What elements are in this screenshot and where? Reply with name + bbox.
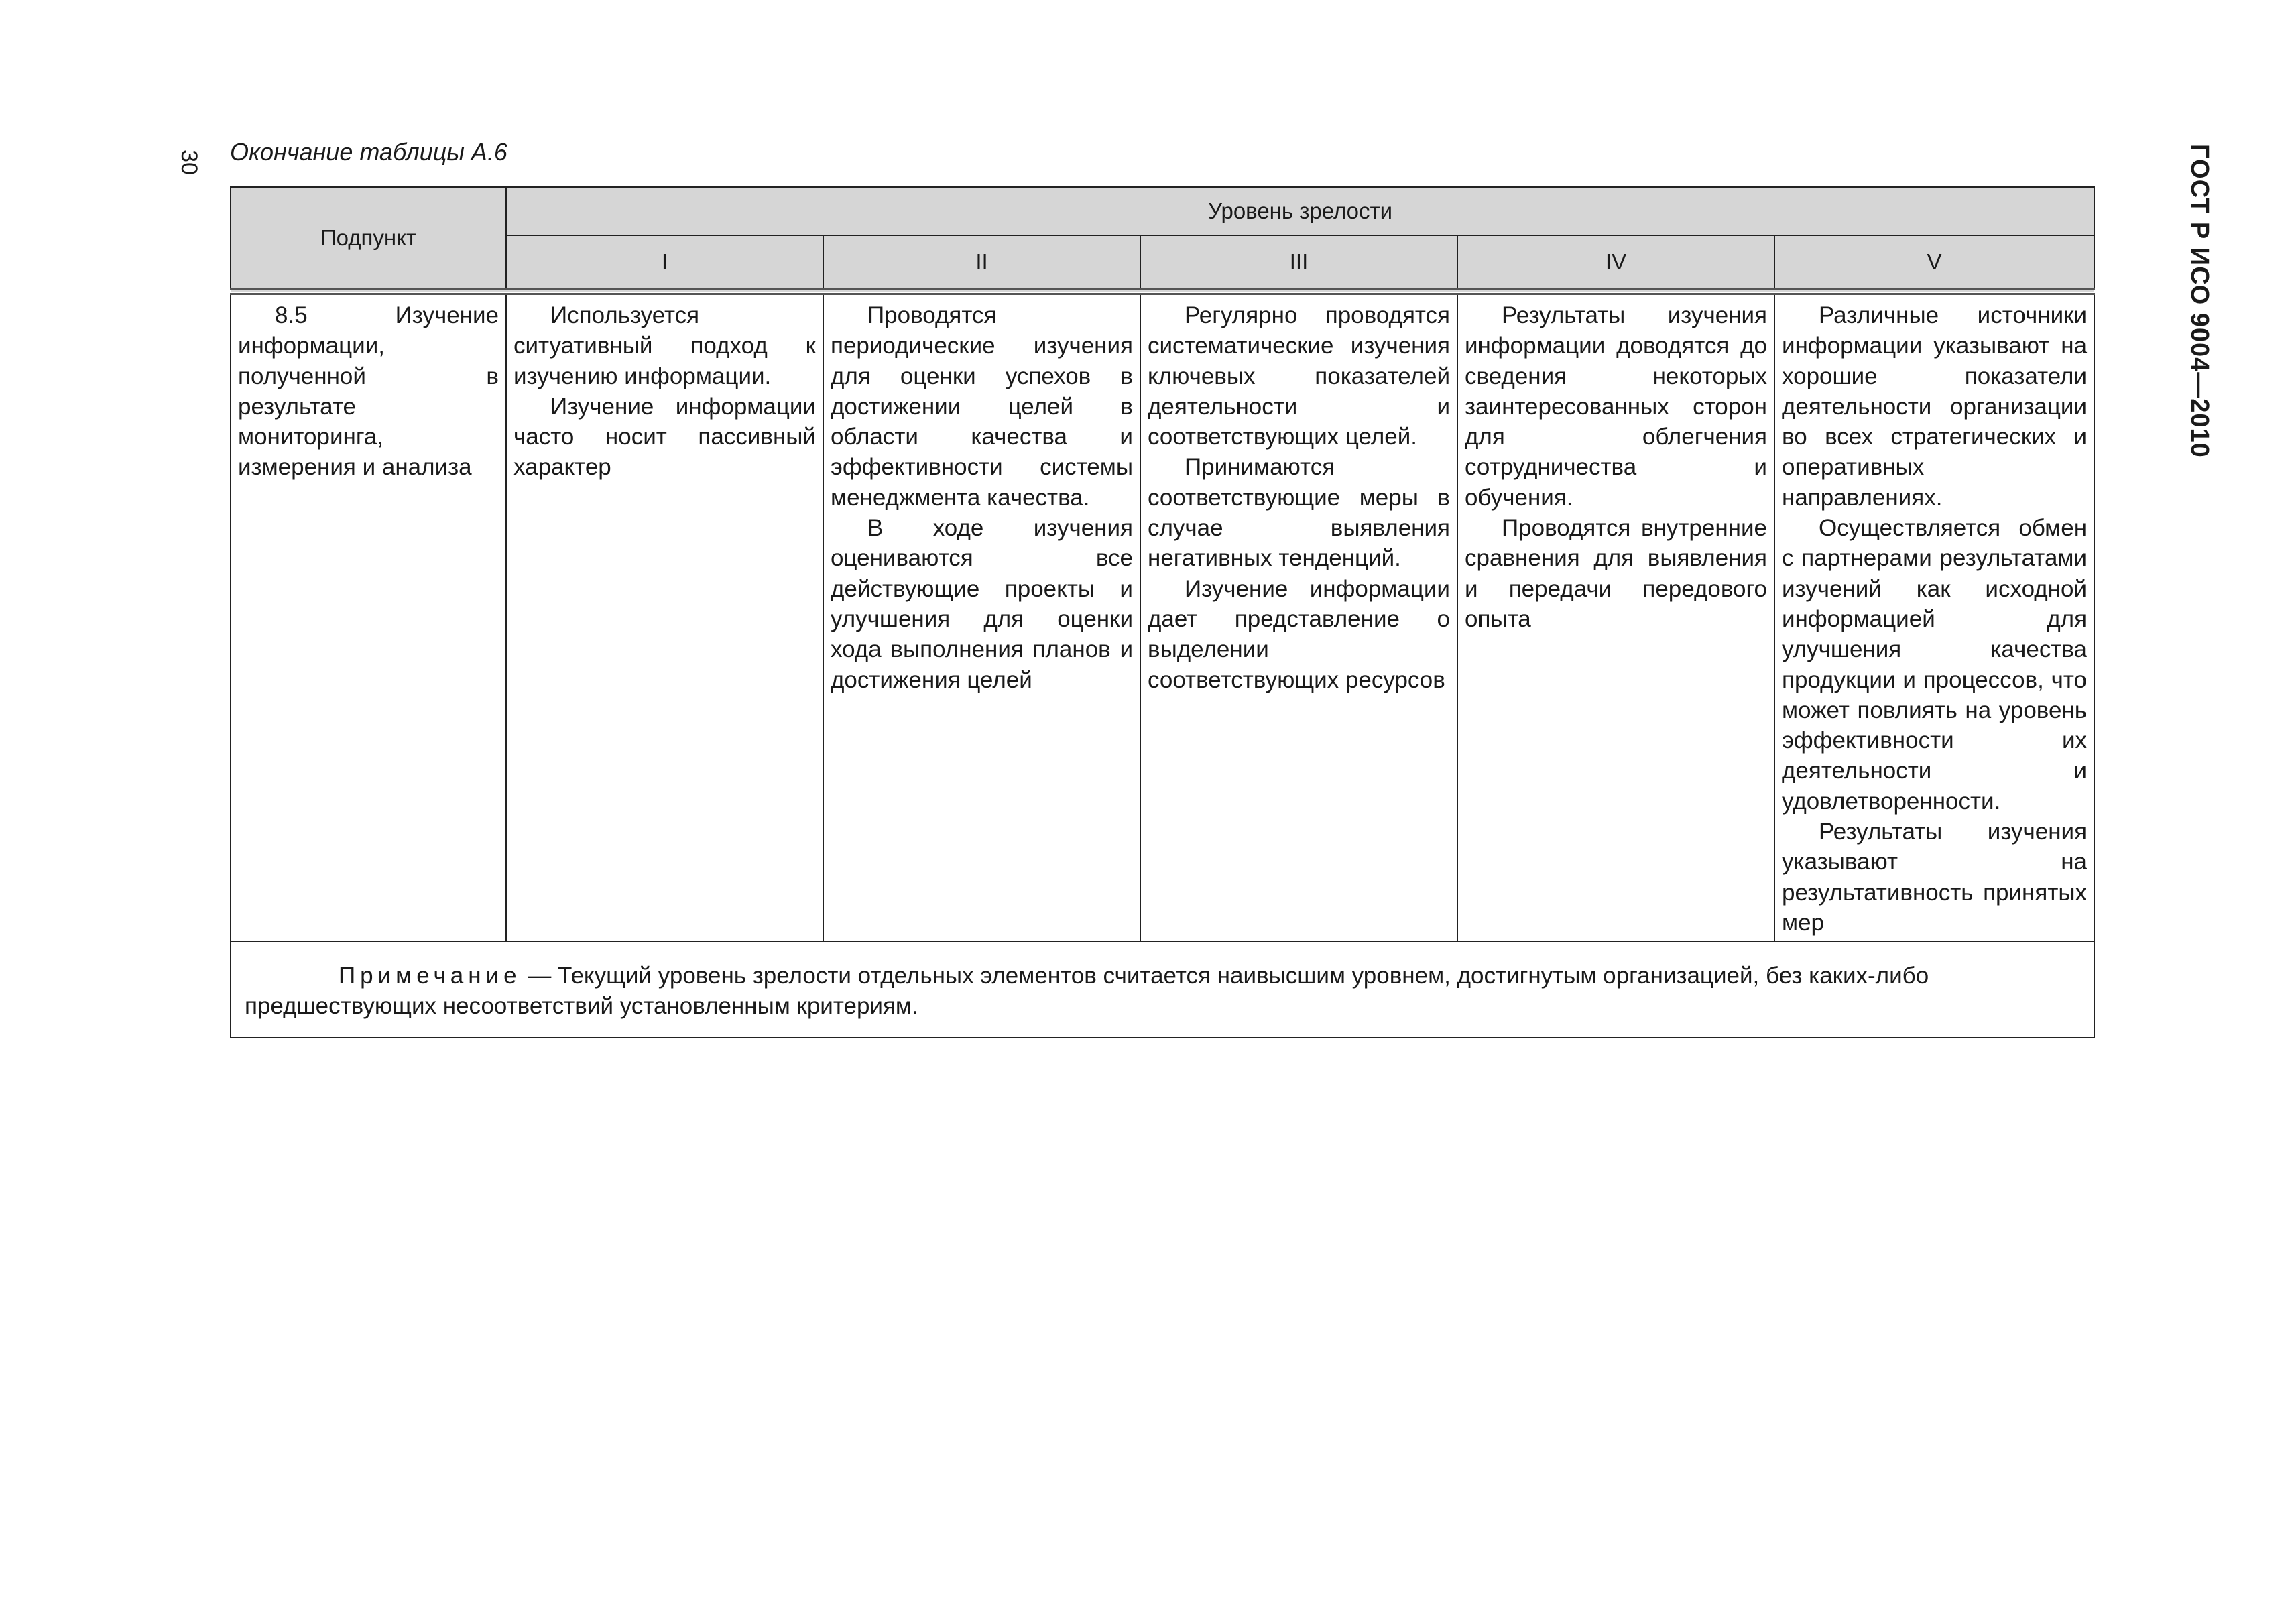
page-number: 30 — [176, 149, 202, 175]
cell-paragraph: Результаты изучения указывают на результативность принятых мер — [1782, 819, 2088, 936]
cell-paragraph: Проводятся внутренние сравнения для выявления и передачи передового опыта — [1465, 515, 1767, 632]
header-level-1: I — [506, 235, 823, 292]
header-level-2: II — [823, 235, 1140, 292]
cell-level-5 — [1774, 292, 2094, 941]
cell-paragraph: Используется ситуативный подход к изучению информации. — [513, 302, 816, 389]
table-row — [231, 292, 2094, 941]
note-text: — Текущий уровень зрелости отдельных элементов считается наивысшим уровнем, достигнутым организацией, без каких-либо предшествующих несоответствий установленным критериям. — [245, 963, 1929, 1020]
cell-paragraph: Осуществляется обмен с партнерами результатами изучений как исходной информацией для улучшения качества продукции и процессов, что может повлиять на уровень эффективности их деятельности и удовлетворенности. — [1782, 515, 2088, 815]
cell-paragraph: Результаты изучения информации доводятся до сведения некоторых заинтересованных сторон для облегчения сотрудничества и обучения. — [1465, 302, 1767, 511]
cell-paragraph: Изучение информации часто носит пассивный характер — [513, 393, 816, 481]
document-title: ГОСТ Р ИСО 9004—2010 — [2185, 144, 2214, 458]
cell-level-4 — [1457, 292, 1774, 941]
cell-subitem — [231, 292, 506, 941]
table-caption: Окончание таблицы А.6 — [230, 138, 507, 166]
header-maturity-level: Уровень зрелости — [506, 187, 2094, 235]
cell-paragraph: В ходе изучения оцениваются все действующие проекты и улучшения для оценки хода выполнения планов и достижения целей — [831, 515, 1133, 693]
cell-level-1 — [506, 292, 823, 941]
cell-paragraph: Регулярно проводятся систематические изучения ключевых показателей деятельности и соответствующих целей. — [1148, 302, 1450, 450]
header-level-4: IV — [1457, 235, 1774, 292]
cell-paragraph: 8.5 Изучение информации, полученной в результате мониторинга, измерения и анализа — [238, 302, 499, 481]
note-row — [231, 941, 2094, 1038]
cell-paragraph: Различные источники информации указывают на хорошие показатели деятельности организации во всех стратегических и оперативных направлениях. — [1782, 302, 2088, 511]
header-subitem: Подпункт — [231, 187, 506, 292]
cell-level-2 — [823, 292, 1140, 941]
cell-paragraph: Изучение информации дает представление о выделении соответствующих ресурсов — [1148, 575, 1450, 693]
cell-paragraph: Проводятся периодические изучения для оценки успехов в достижении целей в области качества и эффективности системы менеджмента качества. — [831, 302, 1133, 511]
table-note — [231, 941, 2094, 1038]
header-level-5: V — [1774, 235, 2094, 292]
note-label: Примечание — [339, 963, 522, 989]
cell-paragraph: Принимаются соответствующие меры в случае выявления негативных тенденций. — [1148, 454, 1450, 572]
cell-level-3 — [1140, 292, 1457, 941]
maturity-table — [230, 186, 2095, 1038]
header-level-3: III — [1140, 235, 1457, 292]
